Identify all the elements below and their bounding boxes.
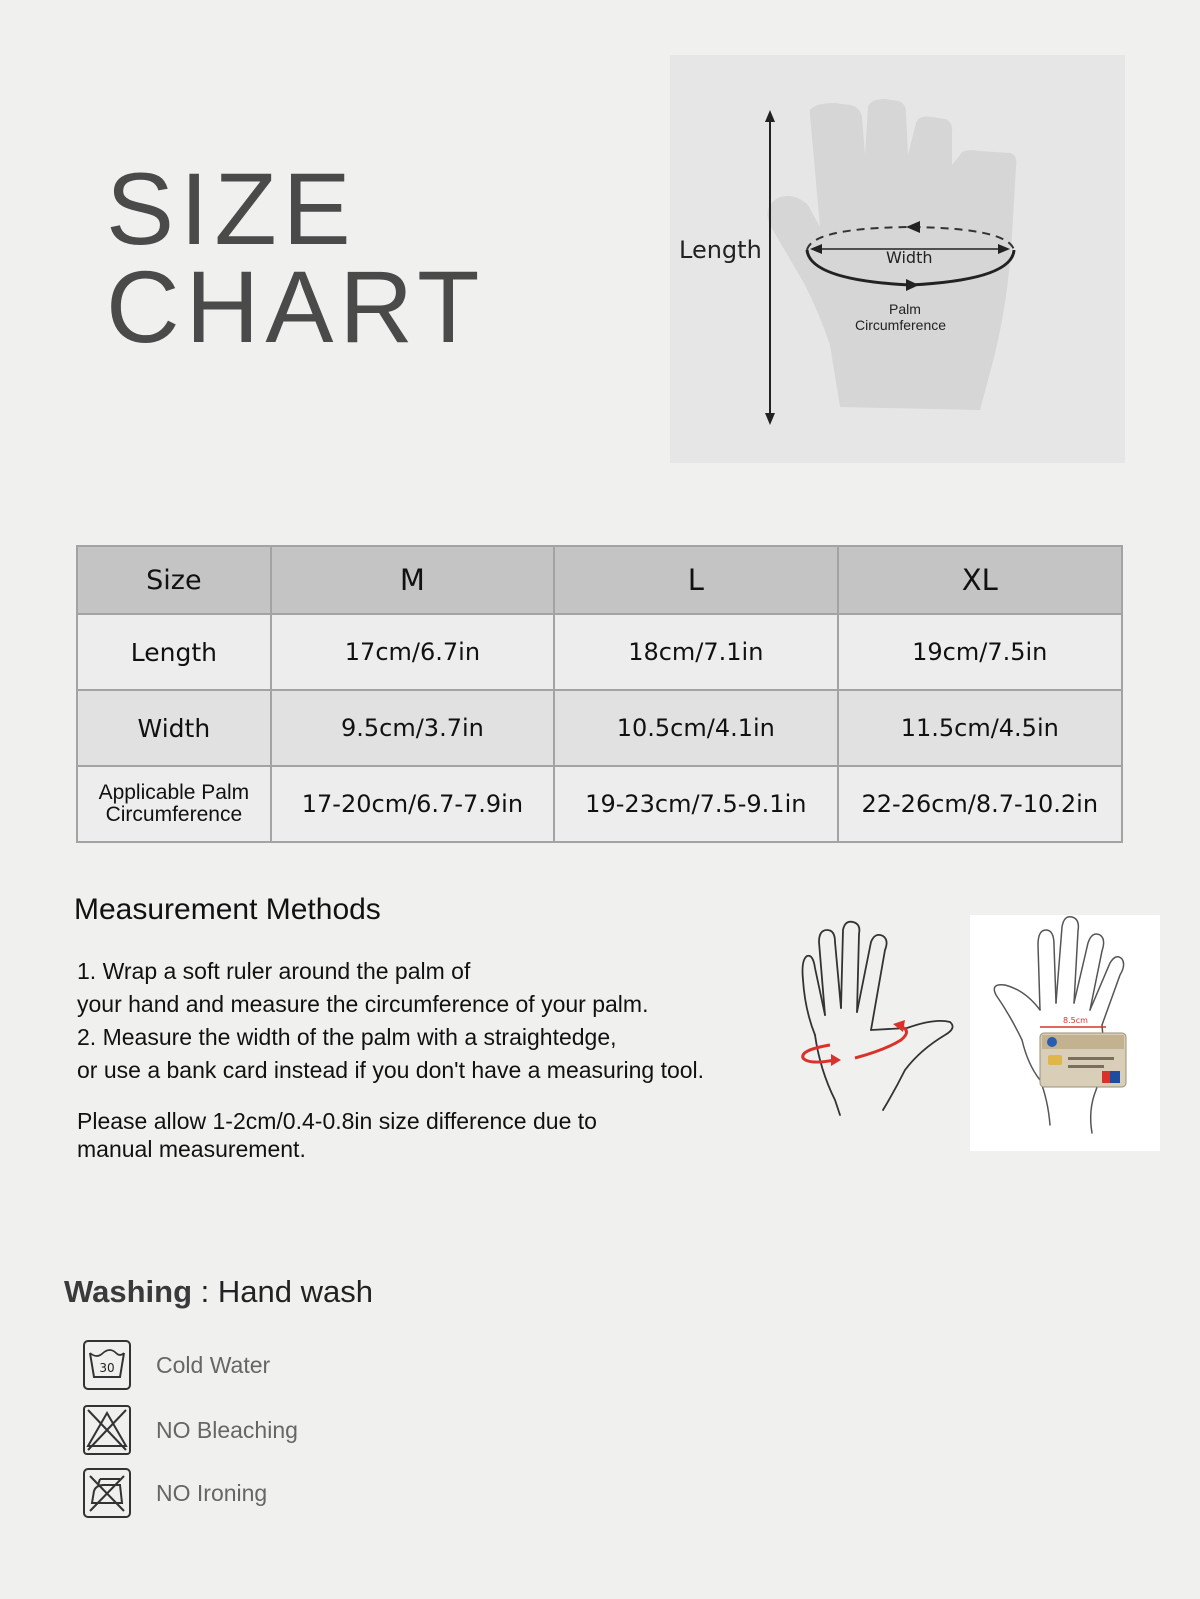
header-size: Size [77,546,271,614]
length-label: Length [679,236,762,264]
care-text: NO Bleaching [156,1416,298,1443]
care-item-no-bleach [82,1404,298,1456]
wrap-arrow-head [831,1054,841,1066]
care-item-no-iron [82,1467,267,1519]
wash-temperature: 30 [99,1361,115,1375]
table-header-row [77,546,1122,614]
table-cell: 11.5cm/4.5in [838,690,1122,766]
instruction-line: 1. Wrap a soft ruler around the palm of [77,958,471,984]
instruction-line: or use a bank card instead if you don't have a measuring tool. [77,1057,705,1083]
palm-label-line1: Palm [889,301,921,317]
wrap-arrow-head [893,1020,905,1032]
wash-30-icon [82,1339,132,1391]
length-arrow [765,110,775,425]
table-cell: 9.5cm/3.7in [271,690,554,766]
note-line: Please allow 1-2cm/0.4-0.8in size difference due to [77,1108,597,1134]
measurement-instructions [77,955,704,1087]
bank-card-illustration [970,915,1160,1151]
table-cell: 19cm/7.5in [838,614,1122,690]
header-xl: XL [838,546,1122,614]
table-cell: 18cm/7.1in [554,614,837,690]
table-cell: 22-26cm/8.7-10.2in [838,766,1122,842]
table-cell: 10.5cm/4.1in [554,690,837,766]
hand-outline [803,922,953,1115]
palm-label-line2: Circumference [855,317,947,333]
hand-with-card [970,915,1160,1151]
table-cell: 17cm/6.7in [271,614,554,690]
care-text: NO Ironing [156,1479,268,1506]
card-ruler-label: 8.5cm [1063,1016,1088,1025]
glove-diagram [670,55,1125,463]
measurement-heading: Measurement Methods [74,893,381,926]
palm-outline [994,917,1123,1133]
care-text: Cold Water [156,1351,271,1378]
washing-value: Hand wash [217,1274,373,1309]
header-m: M [271,546,554,614]
title-line-size: SIZE [106,152,357,266]
table-row [77,690,1122,766]
row-label-length: Length [77,614,271,690]
hand-wrap-illustration [795,920,985,1120]
measurement-note [77,1107,597,1163]
width-label: Width [886,248,933,267]
instruction-line: 2. Measure the width of the palm with a straightedge, [77,1024,617,1050]
washing-label: Washing [64,1274,193,1309]
size-table [76,545,1123,843]
care-item-cold-water [82,1339,270,1391]
table-row [77,766,1122,842]
header-l: L [554,546,837,614]
instruction-line: your hand and measure the circumference of your palm. [77,991,649,1017]
washing-separator: : [200,1274,210,1309]
table-cell: 19-23cm/7.5-9.1in [554,766,837,842]
washing-heading [64,1274,373,1310]
bank-card [1040,1033,1126,1087]
no-iron-icon [82,1467,132,1519]
row-label-line2: Circumference [105,803,243,826]
row-label-line1: Applicable Palm [98,781,250,804]
no-bleach-icon [82,1404,132,1456]
table-cell: 17-20cm/6.7-7.9in [271,766,554,842]
row-label-width: Width [77,690,271,766]
table-row [77,614,1122,690]
note-line: manual measurement. [77,1136,306,1162]
page-title [106,152,486,364]
title-line-chart: CHART [106,250,486,364]
row-label-palm-circumference [77,766,271,842]
